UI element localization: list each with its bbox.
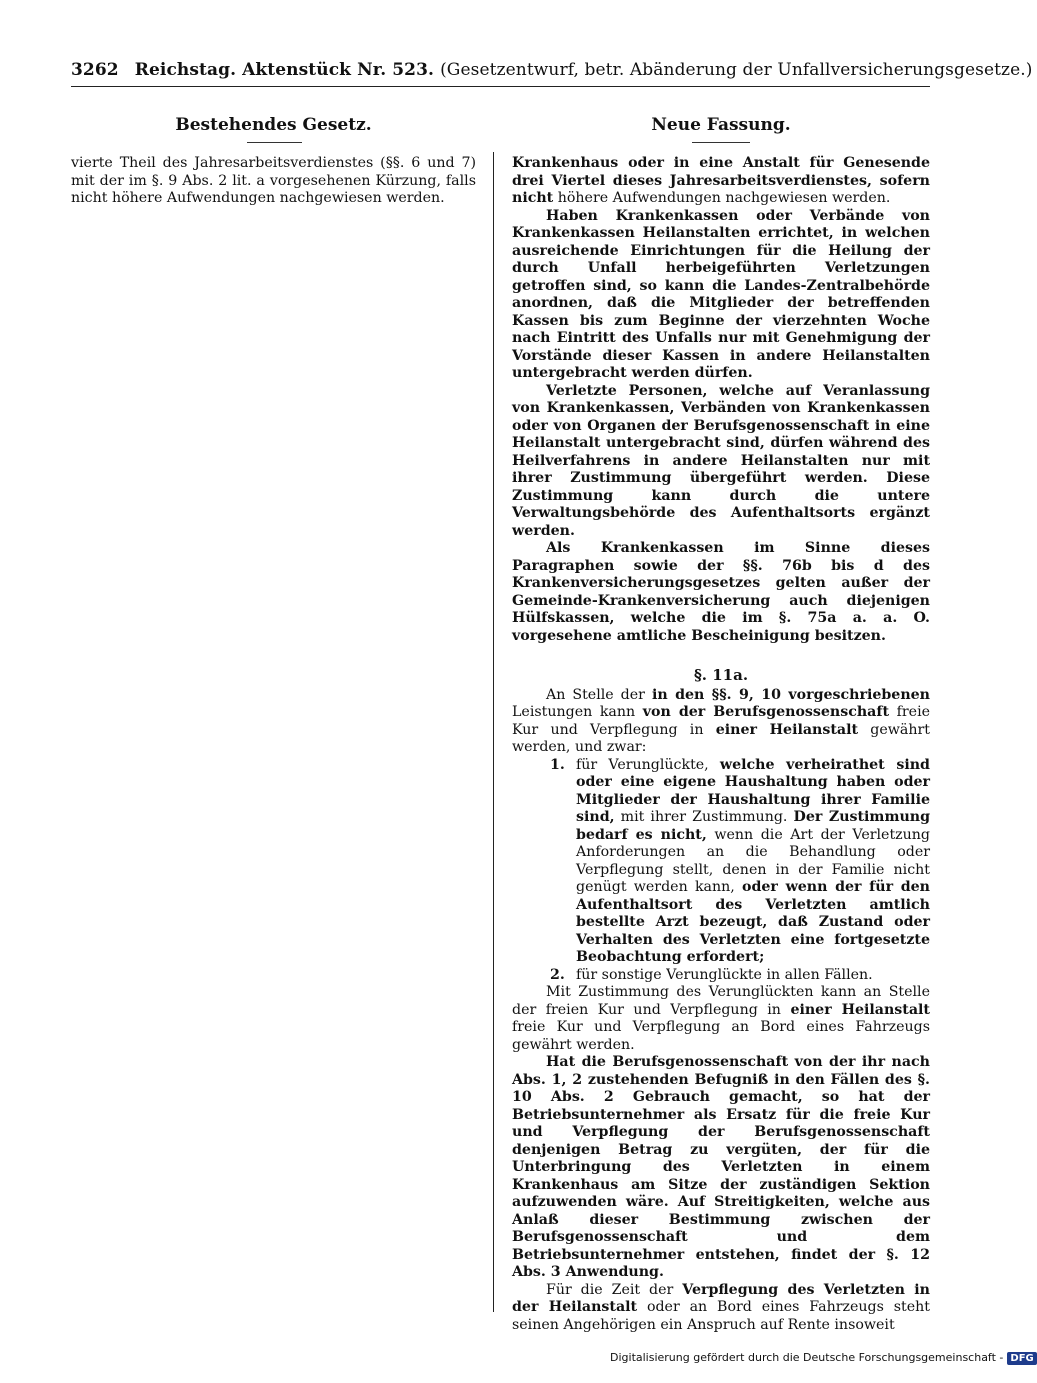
p5-part-a: An Stelle der	[546, 686, 652, 703]
p1-normal: höhere Aufwendungen nachgewiesen werden.	[553, 190, 891, 206]
column-divider	[493, 152, 494, 1312]
section-title: §. 11a.	[693, 666, 749, 684]
header-institution: Reichstag.	[134, 60, 237, 80]
header-rule	[71, 86, 930, 87]
right-paragraph-3: Verletzte Personen, welche auf Veranlassung von Krankenkassen, Verbänden von Krankenkassen oder von Organen der Berufsgenossenschaft in eine Heilanstalt untergebracht sind, dürfen während des Heilverfahrens in andere Heilanstalten nur mit ihrer Zustimmung übergeführt werden. Diese Zustimmung kann durch die untere Verwaltungsbehörde des Aufenthaltsorts ergänzt werden.	[512, 382, 930, 539]
item1-part-f: oder wenn der für den Aufenthaltsort des Verletzten amtlich bestellte Arzt bezeugt, daß Zustand oder Verhalten des Verletzten eine fortgesetzte Beobachtung erfordert;	[576, 879, 930, 965]
right-paragraph-4: Als Krankenkassen im Sinne dieses Paragraphen sowie der §§. 76b bis d des Krankenversicherungsgesetzes gelten außer der Gemeinde-Krankenversicherung auch diejenigen Hülfskassen, welche die im §. 75a a. a. O. vorgesehene amtliche Bescheinigung besitzen.	[512, 540, 930, 644]
right-paragraph-7: Hat die Berufsgenossenschaft von der ihr nach Abs. 1, 2 zustehenden Befugniß in den Fällen des §. 10 Abs. 2 Gebrauch gemacht, so hat der Betriebsunternehmer als Ersatz für die freie Kur und Verpflegung der Berufsgenossenschaft denjenigen Betrag zu vergüten, der für die Unterbringung des Verletzten in einem Krankenhaus am Sitze der zuständigen Sektion aufzuwenden wäre. Auf Streitigkeiten, welche aus Anlaß dieser Bestimmung zwischen der Berufsgenossenschaft und dem Betriebsunternehmer entstehen, findet der §. 12 Abs. 3 Anwendung.	[512, 1054, 930, 1280]
header-document: Aktenstück Nr. 523.	[242, 60, 435, 80]
left-paragraph: vierte Theil des Jahresarbeitsverdienstes (§§. 6 und 7) mit der im §. 9 Abs. 2 lit. a vorgesehenen Kürzung, falls nicht höhere Aufwendungen nachgewiesen werden.	[71, 155, 476, 206]
p5-part-d: von der Berufsgenossenschaft	[642, 704, 890, 720]
left-column-heading: Bestehendes Gesetz.	[175, 115, 372, 135]
list-item-1-number: 1.	[550, 756, 565, 773]
page-number: 3262	[71, 60, 119, 80]
right-paragraph-5	[512, 687, 930, 757]
page-header	[71, 60, 1033, 80]
right-paragraph-2: Haben Krankenkassen oder Verbände von Krankenkassen Heilanstalten errichtet, in welchen ausreichende Einrichtungen für die Heilung der durch Unfall herbeigeführten Verletzungen getroffen sind, so kann die Landes-Zentralbehörde anordnen, daß die Mitglieder der betreffenden Kassen bis zum Beginne der vierzehnten Woche nach Eintritt des Unfalls nur mit Genehmigung der Vorstände dieser Kassen in andere Heilanstalten untergebracht werden dürfen.	[512, 207, 930, 381]
list-item-1	[512, 757, 930, 967]
p5-part-g: gewährt werden, und zwar:	[512, 721, 930, 755]
item1-part-c: mit ihrer Zustimmung.	[614, 809, 794, 825]
right-paragraph-8	[512, 1282, 930, 1335]
header-subject: (Gesetzentwurf, betr. Abänderung der Unfallversicherungsgesetze.)	[440, 60, 1033, 80]
p5-part-e: freie Kur und Verpflegung in	[512, 704, 931, 738]
p8-part-a: Für die Zeit der	[546, 1281, 683, 1298]
dfg-logo: DFG	[1007, 1352, 1036, 1365]
footer-text: Digitalisierung gefördert durch die Deutsche Forschungsgemeinschaft -	[610, 1351, 1004, 1364]
p6-part-a: Mit Zustimmung des Verunglückten kann an Stelle der freien Kur und Verpflegung in	[512, 984, 930, 1018]
right-paragraph-1	[512, 155, 930, 208]
p8-part-c: oder an Bord eines Fahrzeugs steht seinen Angehörigen ein Anspruch auf Rente insoweit	[512, 1299, 930, 1333]
p6-part-b: einer Heilanstalt	[790, 1001, 930, 1018]
left-heading-underline	[247, 142, 302, 143]
right-column	[512, 155, 930, 1334]
p5-part-c: Leistungen kann	[512, 704, 643, 720]
right-paragraph-6	[512, 984, 930, 1054]
item1-part-d: Der Zustimmung bedarf es nicht,	[576, 809, 931, 843]
p1-bold: Krankenhaus oder in eine Anstalt für Genesende drei Viertel dieses Jahresarbeitsverdienstes, sofern nicht	[512, 155, 930, 206]
right-column-heading: Neue Fassung.	[651, 115, 791, 135]
item1-part-b: welche verheirathet sind oder eine eigene Haushaltung haben oder Mitglieder der Haushaltung ihrer Familie sind,	[576, 756, 930, 825]
item1-part-a: für Verunglückte,	[576, 756, 720, 773]
footer-credit	[610, 1351, 1037, 1365]
p6-part-c: freie Kur und Verpflegung an Bord eines Fahrzeugs gewährt werden.	[512, 1019, 930, 1053]
item1-part-e: wenn die Art der Verletzung Anforderungen an die Behandlung oder Verpflegung stellt, denen in der Familie nicht genügt werden kann,	[576, 826, 930, 895]
p5-part-f: einer Heilanstalt	[715, 721, 859, 738]
right-heading-underline	[692, 142, 750, 143]
left-column	[71, 155, 476, 208]
p5-part-b: in den §§. 9, 10 vorgeschriebenen	[651, 686, 930, 703]
list-item-2	[512, 967, 930, 985]
item2-text: für sonstige Verunglückte in allen Fällen.	[576, 966, 873, 983]
p8-part-b: Verpflegung des Verletzten in der Heilanstalt	[512, 1281, 930, 1315]
list-item-2-number: 2.	[550, 966, 565, 983]
